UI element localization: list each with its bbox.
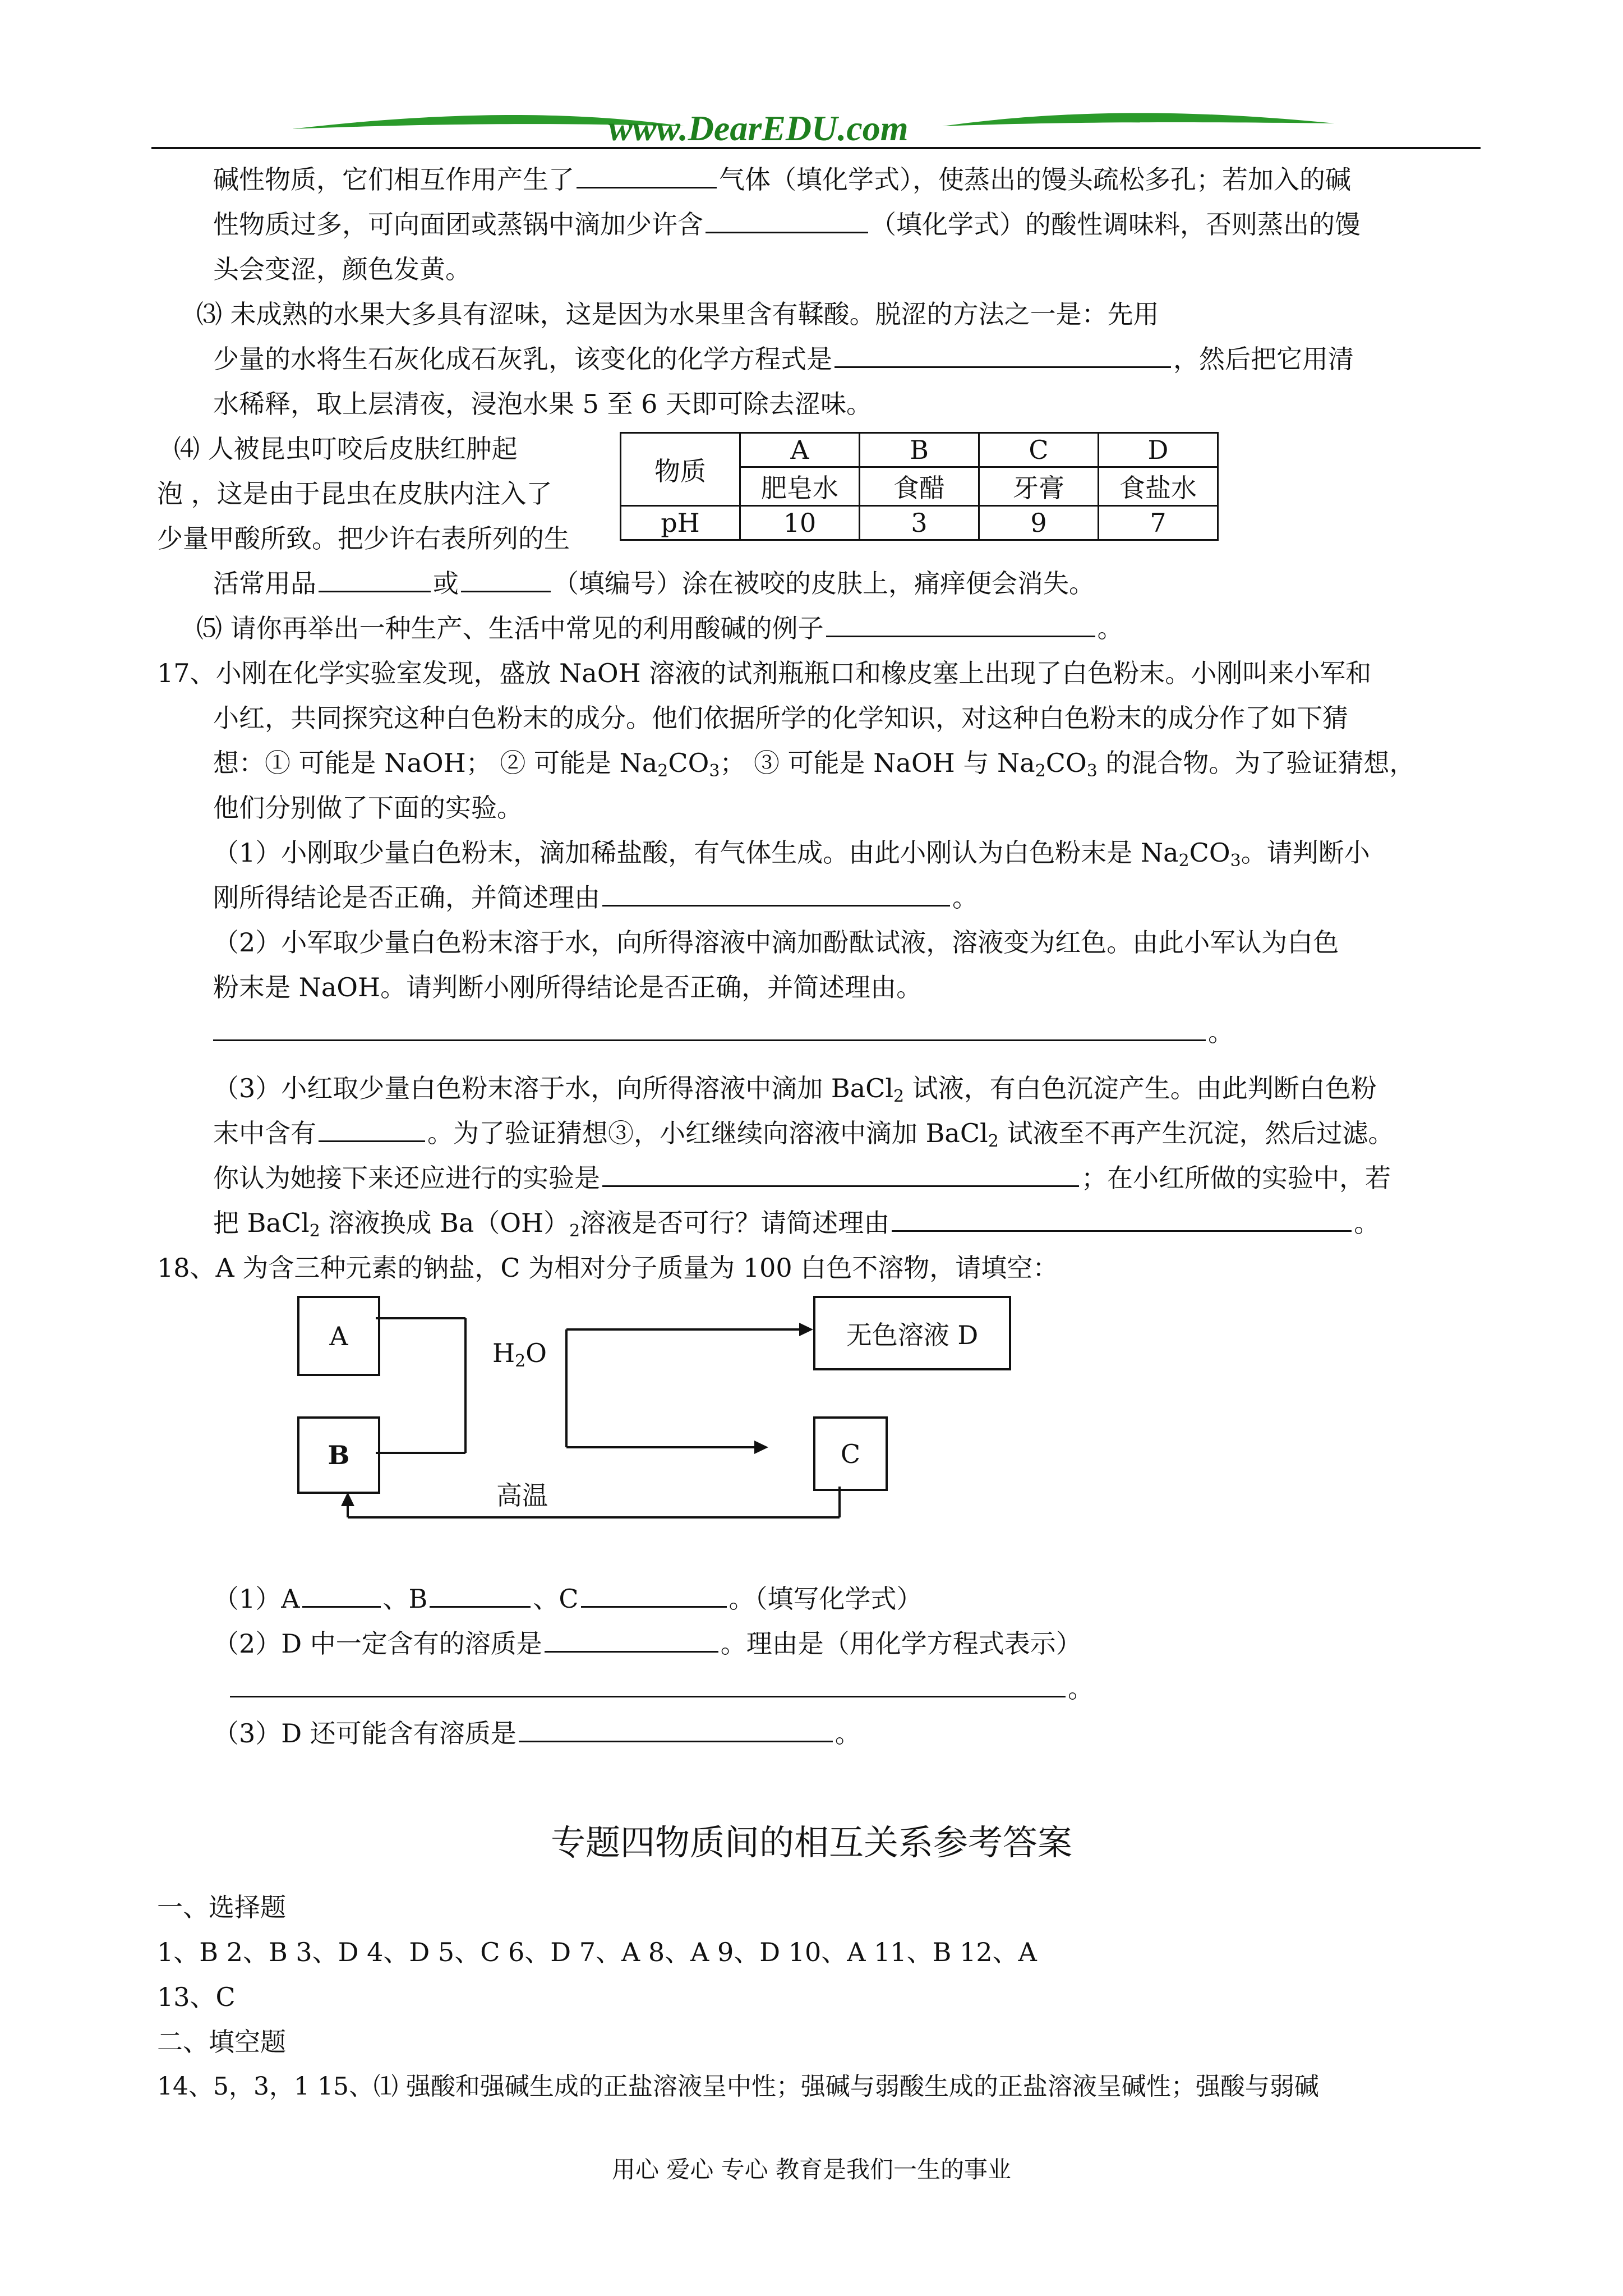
diagram-box-a: A [297, 1296, 380, 1376]
table-cell: C [979, 433, 1099, 467]
site-name: www.DearEDU.com [608, 108, 909, 148]
table-cell: 7 [1099, 506, 1218, 540]
diagram-box-d: 无色溶液 D [813, 1296, 1011, 1370]
q16-p4: ⑷ 人被昆虫叮咬后皮肤红肿起 [174, 434, 518, 464]
diagram-label-h2o: $H_2O$ [492, 1338, 547, 1371]
q16-line: 头会变涩，颜色发黄。 [213, 254, 471, 284]
q16-p4: 活常用品 或 （填编号）涂在被咬的皮肤上，痛痒便会消失。 [213, 561, 1095, 606]
q17-s3: 把 BaCl$_2$ 溶液换成 $Ba(OH)_2$溶液是否可行？请简述理由 。 [213, 1200, 1380, 1245]
table-header: pH [621, 506, 740, 540]
table-cell: 9 [979, 506, 1099, 540]
q17-s1: 刚所得结论是否正确，并简述理由 。 [213, 875, 978, 920]
table-cell: 牙膏 [979, 467, 1099, 506]
q18-a3: （3）D 还可能含有溶质是 。 [213, 1711, 861, 1756]
q18-a2: 。 [230, 1666, 1094, 1711]
q17-line: 小红，共同探究这种白色粉末的成分。他们依据所学的化学知识，对这种白色粉末的成分作了如下猜 [213, 703, 1348, 733]
table-cell: 3 [860, 506, 979, 540]
q17-s2: （2）小军取少量白色粉末溶于水，向所得溶液中滴加酚酞试液，溶液变为红色。由此小军认为白色 [213, 927, 1339, 958]
q18-a1: （1）A 、B 、C 。（填写化学式） [213, 1576, 923, 1621]
q17-line: 他们分别做了下面的实验。 [213, 793, 523, 823]
footer-text: 用心 爱心 专心 教育是我们一生的事业 [611, 2156, 1012, 2183]
answers-line: 1、B 2、B 3、D 4、D 5、C 6、D 7、A 8、A 9、D 10、A 11、B 12、A [157, 1937, 1037, 1967]
q18-intro: 18、A 为含三种元素的钠盐，C 为相对分子质量为 100 白色不溶物，请填空： [157, 1253, 1059, 1283]
q16-p4: 少量甲酸所致。把少许右表所列的生 [157, 523, 570, 554]
q17-line: 17、小刚在化学实验室发现，盛放 NaOH 溶液的试剂瓶瓶口和橡皮塞上出现了白色粉末。小刚叫来小军和 [157, 658, 1372, 688]
diagram-box-b: B [297, 1416, 380, 1494]
q16-line: 性物质过多，可向面团或蒸锅中滴加少许含 （填化学式）的酸性调味料，否则蒸出的馒 [213, 202, 1361, 247]
table-header: 物质 [621, 433, 740, 506]
q17-s2: 粉末是 NaOH。请判断小刚所得结论是否正确，并简述理由。 [213, 972, 923, 1002]
table-cell: 食醋 [860, 467, 979, 506]
q17-s3: 末中含有 。为了验证猜想③，小红继续向溶液中滴加 BaCl$_2$ 试液至不再产生沉淀，然后过滤。 [213, 1111, 1394, 1156]
answers-section: 二、填空题 [157, 2027, 286, 2057]
q16-line: 碱性物质，它们相互作用产生了 气体（填化学式），使蒸出的馒头疏松多孔；若加入的碱 [213, 157, 1351, 202]
q16-p3: 少量的水将生石灰化成石灰乳，该变化的化学方程式是 ，然后把它用清 [213, 337, 1354, 381]
answers-title: 专题四物质间的相互关系参考答案 [550, 1822, 1072, 1863]
answers-line: 13、C [157, 1982, 236, 2012]
q18-a2: （2）D 中一定含有的溶质是 。理由是（用化学方程式表示） [213, 1621, 1082, 1666]
table-cell: D [1099, 433, 1218, 467]
q17-s2: 。 [213, 1010, 1234, 1055]
table-cell: 食盐水 [1099, 467, 1218, 506]
diagram-box-c: C [813, 1416, 888, 1491]
table-cell: 10 [740, 506, 860, 540]
q17-s3: 你认为她接下来还应进行的实验是 ；在小红所做的实验中，若 [213, 1156, 1391, 1200]
table-cell: 肥皂水 [740, 467, 860, 506]
answers-line: 14、5，3，1 15、⑴ 强酸和强碱生成的正盐溶液呈中性；强碱与弱酸生成的正盐溶液呈碱性；强酸与弱碱 [157, 2072, 1319, 2101]
diagram-label-heat: 高温 [496, 1480, 548, 1511]
q17-s1: （1）小刚取少量白色粉末，滴加稀盐酸，有气体生成。由此小刚认为白色粉末是 $Na_2CO_3$。请判断小 [213, 838, 1370, 871]
q16-p4: 泡 ，这是由于昆虫在皮肤内注入了 [157, 478, 552, 509]
table-cell: B [860, 433, 979, 467]
q17-s3: （3）小红取少量白色粉末溶于水，向所得溶液中滴加 BaCl$_2$ 试液，有白色沉淀产生。由此判断白色粉 [213, 1073, 1377, 1106]
q17-line: 想：① 可能是 NaOH； ② 可能是 $Na_2CO_3$； ③ 可能是 NaOH 与 $Na_2CO_3$ 的混合物。为了验证猜想， [213, 748, 1415, 781]
answers-section: 一、选择题 [157, 1892, 286, 1922]
q16-p5: ⑸ 请你再举出一种生产、生活中常见的利用酸碱的例子 。 [196, 606, 1123, 651]
q16-p3: ⑶ 未成熟的水果大多具有涩味，这是因为水果里含有鞣酸。脱涩的方法之一是：先用 [196, 299, 1159, 329]
table-cell: A [740, 433, 860, 467]
q16-p3: 水稀释，取上层清夜，浸泡水果 5 至 6 天即可除去涩味。 [213, 389, 873, 419]
